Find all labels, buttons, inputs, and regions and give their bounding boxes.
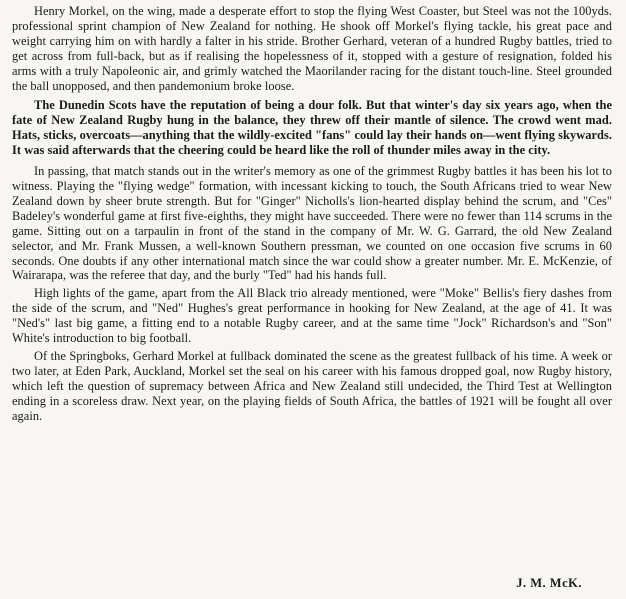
author-signature: J. M. McK. [516,576,582,590]
article-paragraph-1: Henry Morkel, on the wing, made a desperate effort to stop the flying West Coaster, but Steel was not the 100yds. professional sprint champion of New Zealand for nothing. He shook off Morkel's flying tackle, his great pace and weight carrying him on with hardly a falter in his stride. Brother Gerhard, veteran of a hundred Rugby battles, tried to get across from full-back, but as if realising the hopelessness of it, stopped with a gesture of resignation, folded his arms with a truly Napoleonic air, and grimly watched the Maorilander racing for the distant touch-line. Steel grounded the ball unopposed, and then pandemonium broke loose. [12,4,612,93]
article-paragraph-2-bold: The Dunedin Scots have the reputation of being a dour folk. But that winter's day six years ago, when the fate of New Zealand Rugby hung in the balance, they threw off their mantle of silence. The crowd went mad. Hats, sticks, overcoats—anything that the wildly-excited "fans" could lay their hands on—went flying skywards. It was said afterwards that the cheering could be heard like the roll of thunder miles away in the city. [12,98,612,158]
article-paragraph-4: High lights of the game, apart from the All Black trio already mentioned, were "Moke" Bellis's fiery dashes from the side of the scrum, and "Ned" Hughes's great performance in hooking for New Zealand, at the age of 41. It was "Ned's" last big game, a fitting end to a notable Rugby career, and at the same time "Jock" Richardson's and "Son" White's introduction to big football. [12,286,612,346]
article-paragraph-5: Of the Springboks, Gerhard Morkel at fullback dominated the scene as the greatest fullback of his time. A week or two later, at Eden Park, Auckland, Morkel set the seal on his career with his famous dropped goal, now Rugby history, which left the question of supremacy between Africa and New Zealand still undecided, the Third Test at Wellington ending in a scoreless draw. Next year, on the playing fields of South Africa, the battles of 1921 will be fought all over again. [12,348,612,423]
article-paragraph-3: In passing, that match stands out in the writer's memory as one of the grimmest Rugby battles it has been his lot to witness. Playing the "flying wedge" formation, with incessant kicking to touch, the South Africans tried to wear New Zealand down by sheer brute strength. But for "Ginger" Nicholls's lion-hearted display behind the scrum, and "Ces" Badeley's wonderful game at first five-eighths, they might have succeeded. There were no fewer than 114 scrums in the game. Sitting out on a tarpaulin in front of the stand in the company of Mr. W. G. Garrard, the old New Zealand selector, and Mr. Frank Mussen, a well-known Southern pressman, we counted on one occasion five scrums in 60 seconds. One doubts if any other international match since the war could show a greater number. Mr. E. McKenzie, of Wairarapa, was the referee that day, and the burly "Ted" had his hands full. [12,164,612,283]
